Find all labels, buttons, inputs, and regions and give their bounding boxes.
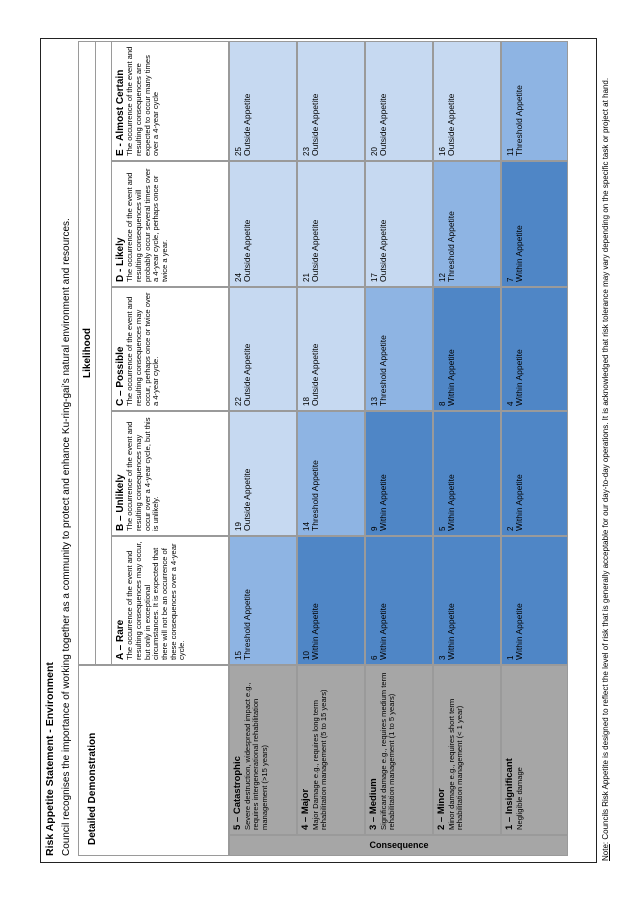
cell-rating: Within Appetite [378,603,389,660]
consequence-label: Consequence [368,840,429,851]
cell-score: 14 [302,522,311,531]
consequence-title: 5 – Catastrophic [232,756,243,830]
cell-rating: Within Appetite [378,474,389,531]
matrix-cell [229,41,297,161]
likelihood-col-4 [111,41,229,161]
cell-score: 18 [302,397,311,406]
likelihood-desc: The occurrence of the event and resulting consequences may occur, but only in exceptional circumstances. It is expected that there will not be an occurrence of these consequences over a 4-year cycle. [125,541,187,660]
matrix-cell [365,411,433,536]
cell-score: 9 [370,526,379,531]
likelihood-header [78,41,96,665]
consequence-title: 1 – Insignificant [504,758,515,830]
consequence-row-0 [229,665,297,835]
likelihood-desc: The occurrence of the event and resulting consequences may occur over a 4-year cycle, but this is unlikely. [125,417,161,531]
likelihood-title: C – Possible [115,346,126,406]
cell-rating: Within Appetite [446,603,457,660]
consequence-row-1 [297,665,365,835]
consequence-desc: Major Damage e.g., requires long term rehabilitation management (5 to 15 years) [310,689,329,830]
cell-score: 12 [438,273,447,282]
consequence-row-2 [365,665,433,835]
cell-rating: Within Appetite [446,474,457,531]
cell-score: 7 [506,277,515,282]
matrix-cell [433,287,501,411]
matrix-cell [297,287,365,411]
cell-score: 1 [506,655,515,660]
cell-score: 10 [302,651,311,660]
matrix-cell [297,536,365,665]
matrix-cell [297,411,365,536]
likelihood-label: Likelihood [82,328,93,378]
likelihood-title: A – Rare [115,619,126,660]
cell-score: 24 [234,273,243,282]
cell-rating: Outside Appetite [378,93,389,156]
cell-score: 4 [506,401,515,406]
cell-rating: Within Appetite [310,603,321,660]
cell-rating: Outside Appetite [310,343,321,406]
cell-rating: Outside Appetite [242,343,253,406]
likelihood-desc: The occurrence of the event and resulting consequences are expected to occur many times over a 4-year cycle [125,46,161,156]
page-subtitle: Council recognises the importance of working together as a community to protect and enhance Ku-ring-gai's natural environment and resources. [61,218,72,856]
matrix-cell [501,287,568,411]
cell-rating: Within Appetite [514,474,525,531]
cell-score: 5 [438,526,447,531]
likelihood-col-1 [111,411,229,536]
cell-rating: Outside Appetite [446,93,457,156]
likelihood-col-2 [111,287,229,411]
likelihood-col-0 [111,536,229,665]
cell-score: 23 [302,147,311,156]
matrix-cell [433,411,501,536]
consequence-row-4 [501,665,568,835]
cell-score: 25 [234,147,243,156]
matrix-cell [365,161,433,287]
cell-score: 15 [234,651,243,660]
cell-rating: Within Appetite [514,349,525,406]
cell-rating: Outside Appetite [242,93,253,156]
cell-score: 16 [438,147,447,156]
consequence-desc: Minor damage e.g., requires short term rehabilitation management (< 1 year) [446,698,465,830]
cell-rating: Threshold Appetite [242,589,253,660]
cell-rating: Outside Appetite [310,93,321,156]
cell-rating: Outside Appetite [378,219,389,282]
cell-score: 17 [370,273,379,282]
cell-score: 2 [506,526,515,531]
matrix-cell [365,536,433,665]
detailed-demonstration-label: Detailed Demonstration [87,732,98,845]
cell-rating: Within Appetite [514,225,525,282]
matrix-cell [229,161,297,287]
matrix-cell [297,161,365,287]
matrix-cell [433,161,501,287]
matrix-cell [229,287,297,411]
cell-score: 22 [234,397,243,406]
cell-score: 19 [234,522,243,531]
cell-score: 11 [506,147,515,156]
consequence-row-3 [433,665,501,835]
consequence-title: 2 – Minor [436,788,447,830]
consequence-strip [229,835,568,856]
cell-score: 6 [370,655,379,660]
cell-rating: Within Appetite [514,603,525,660]
matrix-cell [229,536,297,665]
consequence-desc: Negligible damage [514,767,524,830]
cell-rating: Threshold Appetite [310,460,321,531]
likelihood-title: E - Almost Certain [115,69,126,156]
matrix-cell [501,411,568,536]
matrix-cell [297,41,365,161]
matrix-cell [501,41,568,161]
cell-rating: Threshold Appetite [514,85,525,156]
cell-rating: Within Appetite [446,349,457,406]
cell-score: 20 [370,147,379,156]
cell-score: 3 [438,655,447,660]
cell-score: 13 [370,397,379,406]
consequence-title: 3 – Medium [368,778,379,830]
page-title: Risk Appetite Statement - Environment [44,662,56,856]
matrix-cell [501,161,568,287]
matrix-cell [229,411,297,536]
footnote-text: : Councils Risk Appetite is designed to reflect the level of risk that is generally acceptable for our day-to-day operations. It is acknowledged that risk tolerance may vary depending on the specific task or project at hand. [601,77,610,845]
footnote [601,41,611,861]
matrix-cell [365,41,433,161]
cell-score: 8 [438,401,447,406]
consequence-title: 4 – Major [300,788,311,830]
matrix-cell [433,41,501,161]
matrix-cell [433,536,501,665]
cell-rating: Threshold Appetite [446,211,457,282]
matrix-cell [365,287,433,411]
cell-rating: Outside Appetite [310,219,321,282]
cell-rating: Threshold Appetite [378,335,389,406]
cell-score: 21 [302,273,311,282]
matrix-cell [501,536,568,665]
consequence-desc: Severe destruction, widespread impact e.g., requires intergenerational rehabilitation management (>15 years) [242,682,270,830]
detailed-demonstration-header [78,665,229,856]
cell-rating: Outside Appetite [242,468,253,531]
consequence-desc: Significant damage e.g., requires medium term rehabilitation management (1 to 5 years) [378,672,397,830]
likelihood-col-3 [111,161,229,287]
cell-rating: Outside Appetite [242,219,253,282]
likelihood-title: B – Unlikely [115,474,126,531]
likelihood-spacer [96,41,111,665]
likelihood-desc: The occurrence of the event and resulting consequences will probably occur several times over a 4-year cycle, perhaps once or twice a year. [125,168,170,282]
likelihood-title: D - Likely [115,237,126,282]
footnote-label: Note [601,844,610,861]
likelihood-desc: The occurrence of the event and resulting consequences may occur, perhaps once or twice over a 4-year cycle. [125,292,161,406]
